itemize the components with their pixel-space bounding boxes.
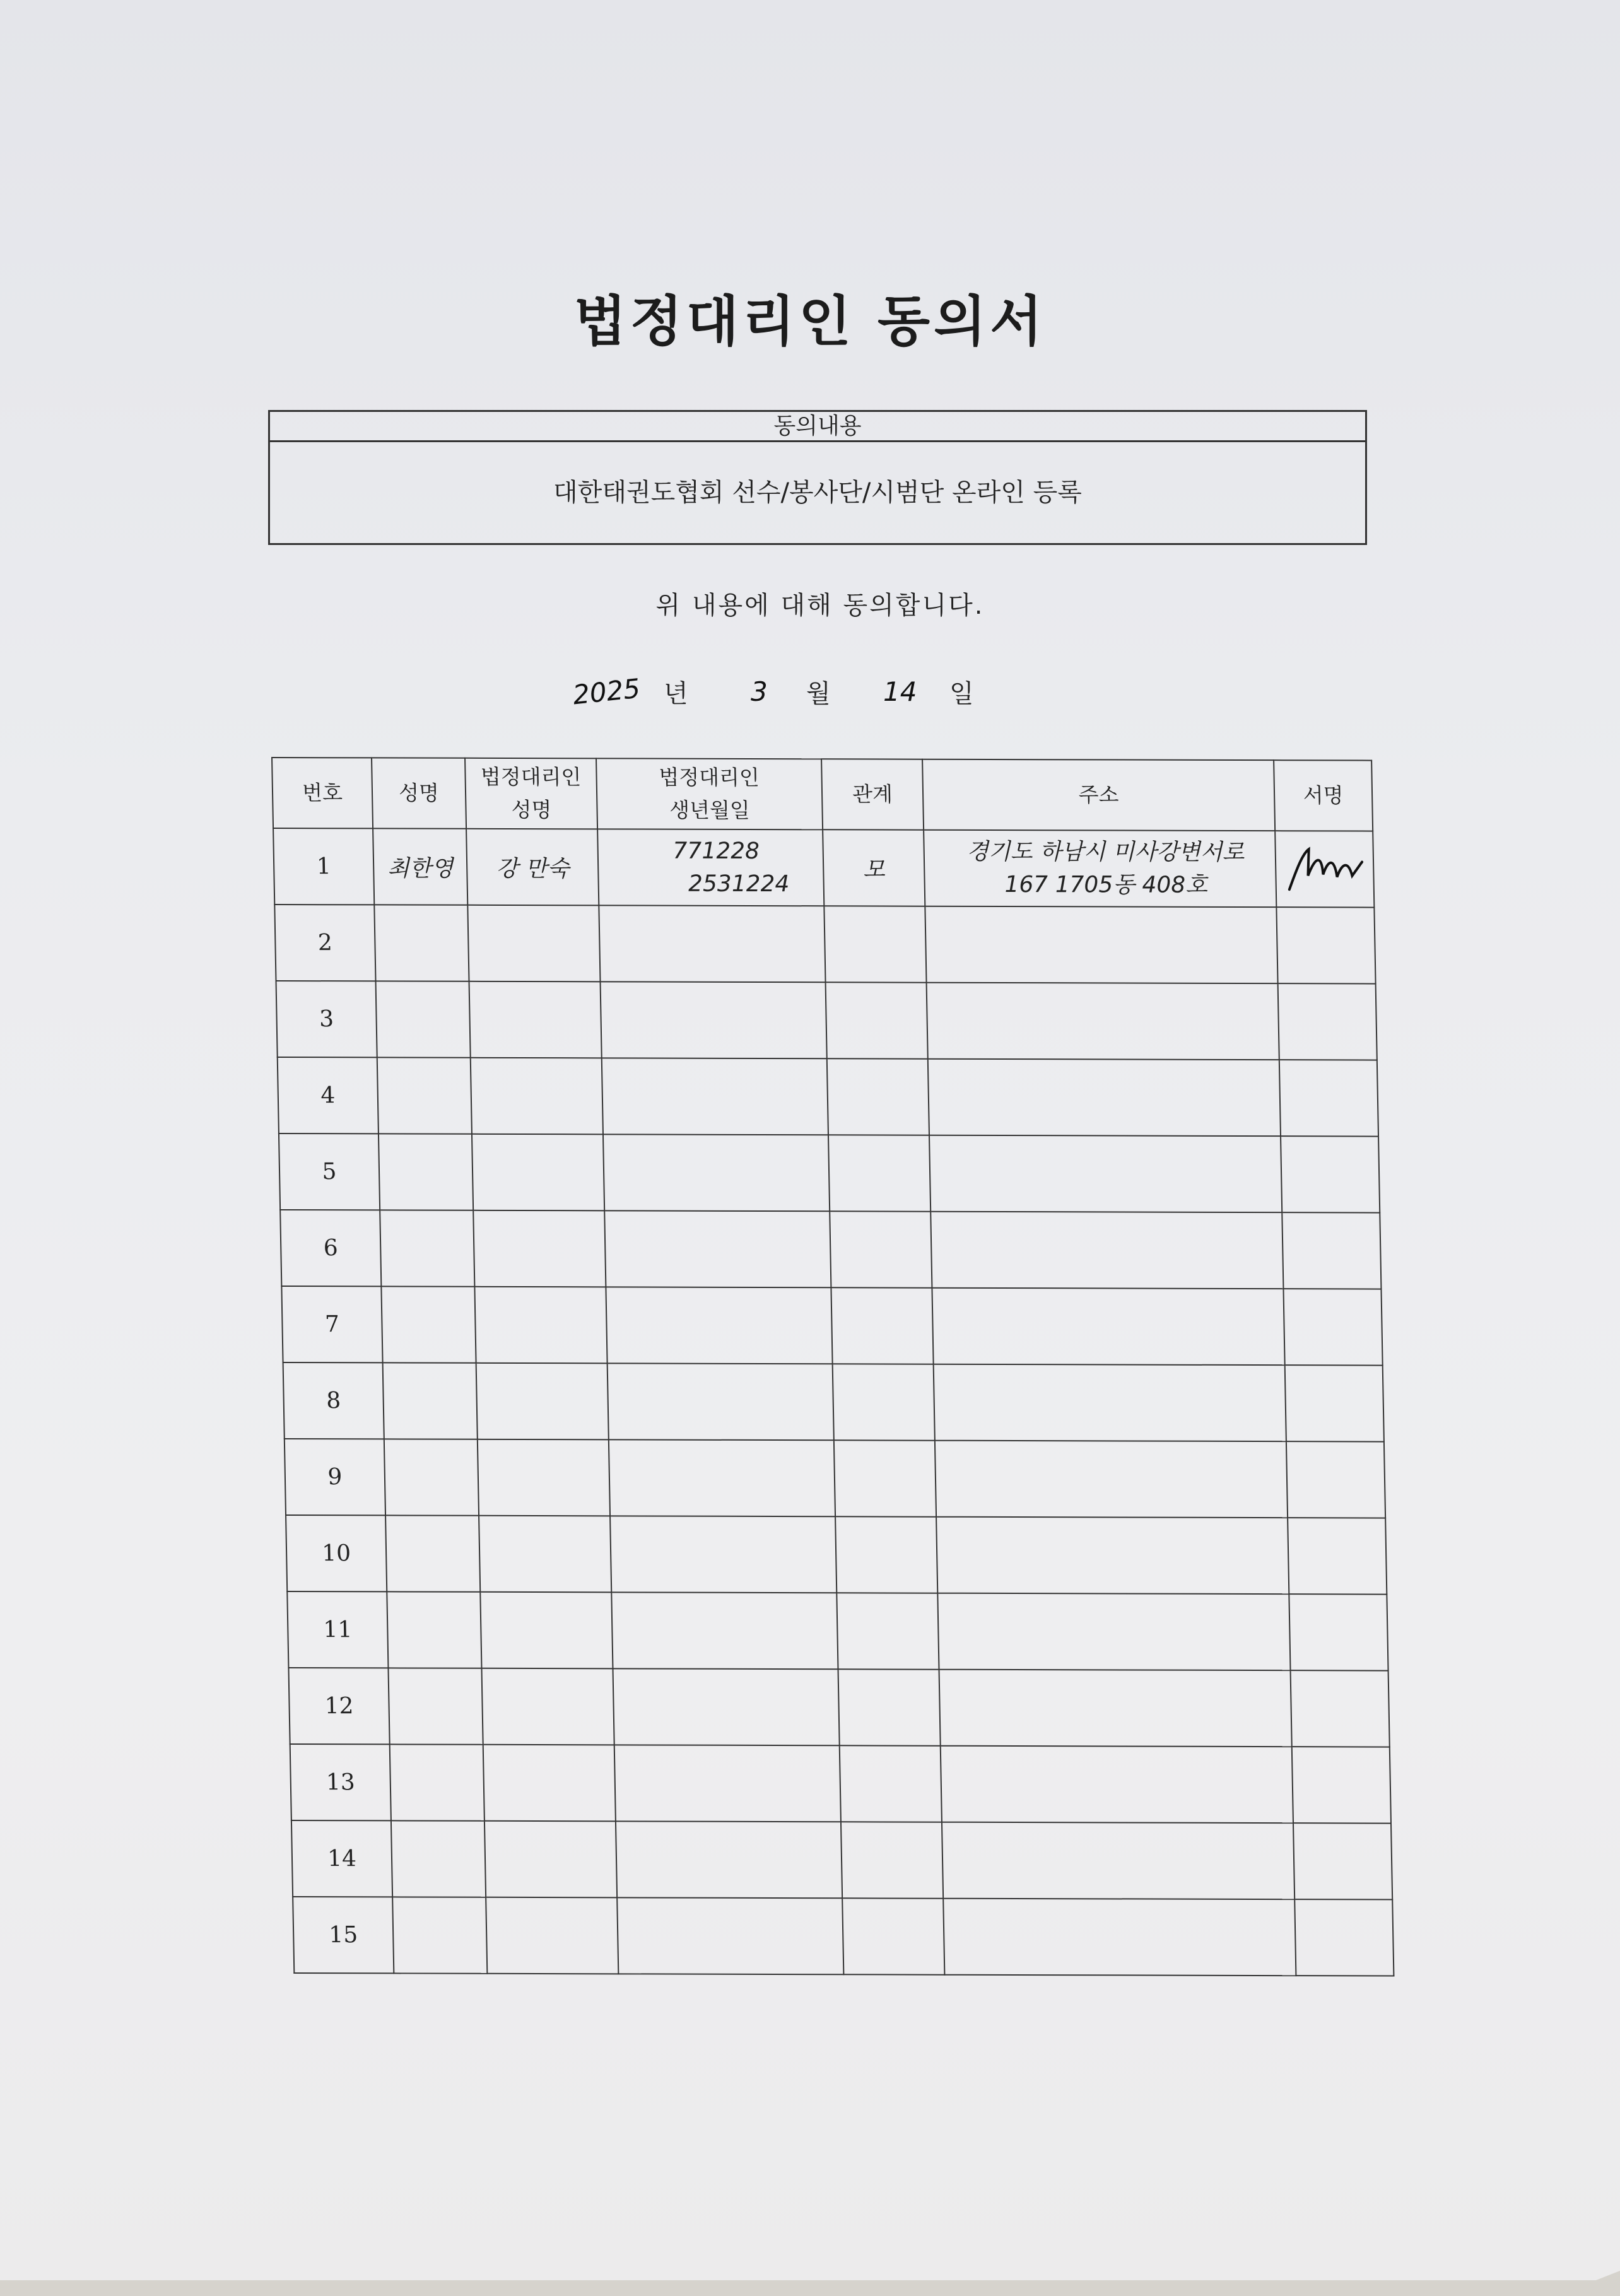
cell-name (387, 1591, 481, 1668)
header-guardian-birth-line2: 생년월일 (669, 797, 751, 823)
table-row (273, 828, 1374, 908)
cell-guardian-birth (604, 1210, 831, 1287)
cell-address (934, 1364, 1286, 1441)
cell-guardian-birth (610, 1516, 836, 1593)
cell-address (936, 1517, 1289, 1594)
cell-guardian-birth (614, 1745, 841, 1822)
cell-relation (834, 1440, 936, 1516)
document-title: 법정대리인 동의서 (573, 290, 1047, 353)
cell-address (925, 906, 1277, 983)
table-row (293, 1897, 1394, 1976)
cell-relation (824, 906, 926, 982)
cell-name (376, 981, 471, 1057)
cell-relation (842, 1898, 944, 1974)
cell-signature (1285, 1365, 1384, 1441)
cell-signature (1276, 907, 1375, 983)
cell-no: 3 (276, 981, 377, 1057)
cell-address (928, 1059, 1281, 1136)
date-line (568, 669, 1072, 719)
cell-signature (1293, 1823, 1392, 1899)
header-guardian-name (465, 758, 597, 829)
cell-guardian-name (479, 1516, 611, 1593)
cell-address-line1: 경기도 하남시 미사강변서로 (966, 838, 1245, 865)
cell-no: 8 (283, 1362, 384, 1439)
cell-no: 11 (287, 1591, 388, 1668)
table-row (281, 1286, 1382, 1366)
cell-guardian-birth (597, 829, 824, 906)
cell-relation (838, 1669, 941, 1745)
cell-no: 4 (278, 1057, 379, 1133)
table-row (280, 1210, 1381, 1289)
cell-address (937, 1593, 1290, 1670)
cell-name (384, 1439, 479, 1515)
agreement-text: 위 내용에 대해 동의합니다. (655, 591, 985, 620)
cell-address (927, 983, 1279, 1060)
cell-signature (1286, 1441, 1385, 1518)
cell-no: 7 (281, 1286, 382, 1362)
cell-address-line2: 167 1705동 408호 (1004, 871, 1208, 898)
cell-address (932, 1288, 1284, 1365)
cell-name (381, 1286, 476, 1362)
cell-relation (827, 1058, 929, 1135)
cell-no: 13 (290, 1744, 391, 1820)
date-year-unit: 년 (664, 679, 688, 708)
cell-relation (831, 1287, 933, 1364)
cell-no: 1 (273, 828, 374, 905)
table-row (279, 1133, 1380, 1213)
cell-relation (840, 1745, 942, 1822)
cell-guardian-name: 강 만숙 (466, 829, 599, 906)
cell-relation (830, 1211, 932, 1287)
header-no: 번호 (272, 758, 373, 828)
cell-no: 9 (285, 1439, 385, 1515)
cell-guardian-name (484, 1821, 617, 1898)
cell-name (374, 905, 469, 981)
cell-guardian-name (486, 1897, 618, 1974)
registration-table (271, 757, 1394, 1977)
cell-guardian-birth (616, 1821, 842, 1898)
consent-box (268, 410, 1367, 545)
cell-no: 15 (293, 1897, 394, 1973)
cell-signature (1283, 1289, 1382, 1365)
cell-address (929, 1135, 1282, 1212)
table-row (278, 1057, 1378, 1137)
table-row (291, 1820, 1392, 1900)
cell-address (924, 830, 1276, 907)
date-month: 3 (751, 676, 768, 707)
cell-birth-line2: 2531224 (688, 870, 790, 897)
cell-no: 10 (286, 1515, 387, 1591)
cell-guardian-name (472, 1134, 604, 1211)
cell-guardian-birth (601, 981, 827, 1058)
header-guardian-name-line1: 법정대리인 (480, 764, 582, 790)
cell-guardian-name (473, 1210, 606, 1287)
cell-guardian-birth (611, 1592, 838, 1669)
table-row (287, 1591, 1388, 1671)
cell-guardian-name (467, 905, 600, 982)
date-year: 2025 (571, 672, 642, 711)
cell-relation (836, 1593, 939, 1669)
handwritten-signature-icon (1283, 844, 1366, 894)
cell-relation (828, 1135, 930, 1211)
cell-signature (1289, 1594, 1388, 1670)
cell-guardian-birth (603, 1134, 830, 1211)
header-address: 주소 (922, 759, 1275, 831)
table-row (286, 1515, 1387, 1595)
cell-relation (826, 982, 928, 1058)
cell-relation (835, 1516, 937, 1593)
cell-signature (1282, 1212, 1381, 1289)
cell-name (391, 1820, 486, 1897)
table-row (274, 905, 1375, 984)
cell-address (941, 1746, 1293, 1823)
cell-name (383, 1362, 478, 1439)
header-guardian-birth-line1: 법정대리인 (659, 764, 760, 790)
cell-guardian-birth (602, 1058, 828, 1135)
cell-no: 6 (280, 1210, 381, 1286)
cell-guardian-name (483, 1745, 616, 1822)
header-name: 성명 (372, 758, 466, 828)
cell-no: 12 (288, 1668, 389, 1744)
cell-guardian-name (471, 1058, 603, 1135)
cell-address (942, 1822, 1294, 1899)
cell-address (943, 1899, 1296, 1976)
cell-no: 14 (291, 1820, 392, 1897)
consent-content: 대한태권도협회 선수/봉사단/시범단 온라인 등록 (553, 478, 1082, 507)
cell-address (935, 1441, 1288, 1518)
table-row (283, 1362, 1384, 1442)
cell-signature (1281, 1136, 1380, 1212)
cell-name (390, 1744, 484, 1820)
cell-address (930, 1212, 1283, 1289)
cell-name (388, 1668, 483, 1744)
date-month-unit: 월 (806, 679, 831, 708)
cell-guardian-name (481, 1668, 614, 1745)
cell-relation (841, 1822, 943, 1898)
cell-signature (1279, 1060, 1378, 1136)
table-header-row (272, 758, 1373, 831)
table-row (285, 1439, 1385, 1518)
cell-name (380, 1210, 474, 1286)
cell-name (392, 1897, 487, 1973)
cell-guardian-birth (606, 1287, 832, 1364)
cell-signature (1294, 1899, 1394, 1976)
header-relation: 관계 (821, 759, 924, 829)
date-day-unit: 일 (949, 679, 974, 708)
table-row (288, 1668, 1389, 1747)
cell-guardian-birth (608, 1363, 834, 1440)
header-guardian-name-line2: 성명 (511, 797, 552, 823)
cell-signature (1278, 983, 1377, 1060)
cell-address (939, 1670, 1292, 1747)
cell-name (379, 1133, 473, 1210)
registration-table-wrap (271, 757, 1393, 1962)
cell-name (385, 1515, 480, 1591)
cell-no: 5 (279, 1133, 380, 1210)
cell-signature (1292, 1747, 1391, 1823)
cell-relation: 모 (823, 829, 925, 906)
cell-guardian-name (476, 1363, 609, 1440)
cell-relation (833, 1364, 935, 1440)
cell-birth-line1: 771228 (672, 838, 760, 864)
table-row (290, 1744, 1391, 1824)
cell-signature (1288, 1518, 1387, 1594)
consent-header: 동의내용 (270, 412, 1365, 442)
cell-guardian-birth (617, 1897, 843, 1974)
cell-guardian-name (474, 1287, 607, 1364)
cell-guardian-name (478, 1439, 610, 1516)
cell-guardian-name (469, 981, 602, 1058)
header-guardian-birth (596, 758, 823, 829)
header-signature: 서명 (1274, 760, 1373, 831)
date-day: 14 (883, 676, 917, 707)
cell-guardian-birth (613, 1668, 839, 1745)
cell-signature (1275, 831, 1374, 907)
cell-guardian-birth (599, 905, 825, 982)
cell-guardian-name (480, 1592, 613, 1669)
cell-name: 최한영 (373, 828, 467, 905)
cell-name (377, 1057, 472, 1133)
table-row (276, 981, 1377, 1060)
cell-guardian-birth (609, 1439, 835, 1516)
cell-signature (1291, 1670, 1390, 1747)
cell-no: 2 (274, 905, 375, 981)
